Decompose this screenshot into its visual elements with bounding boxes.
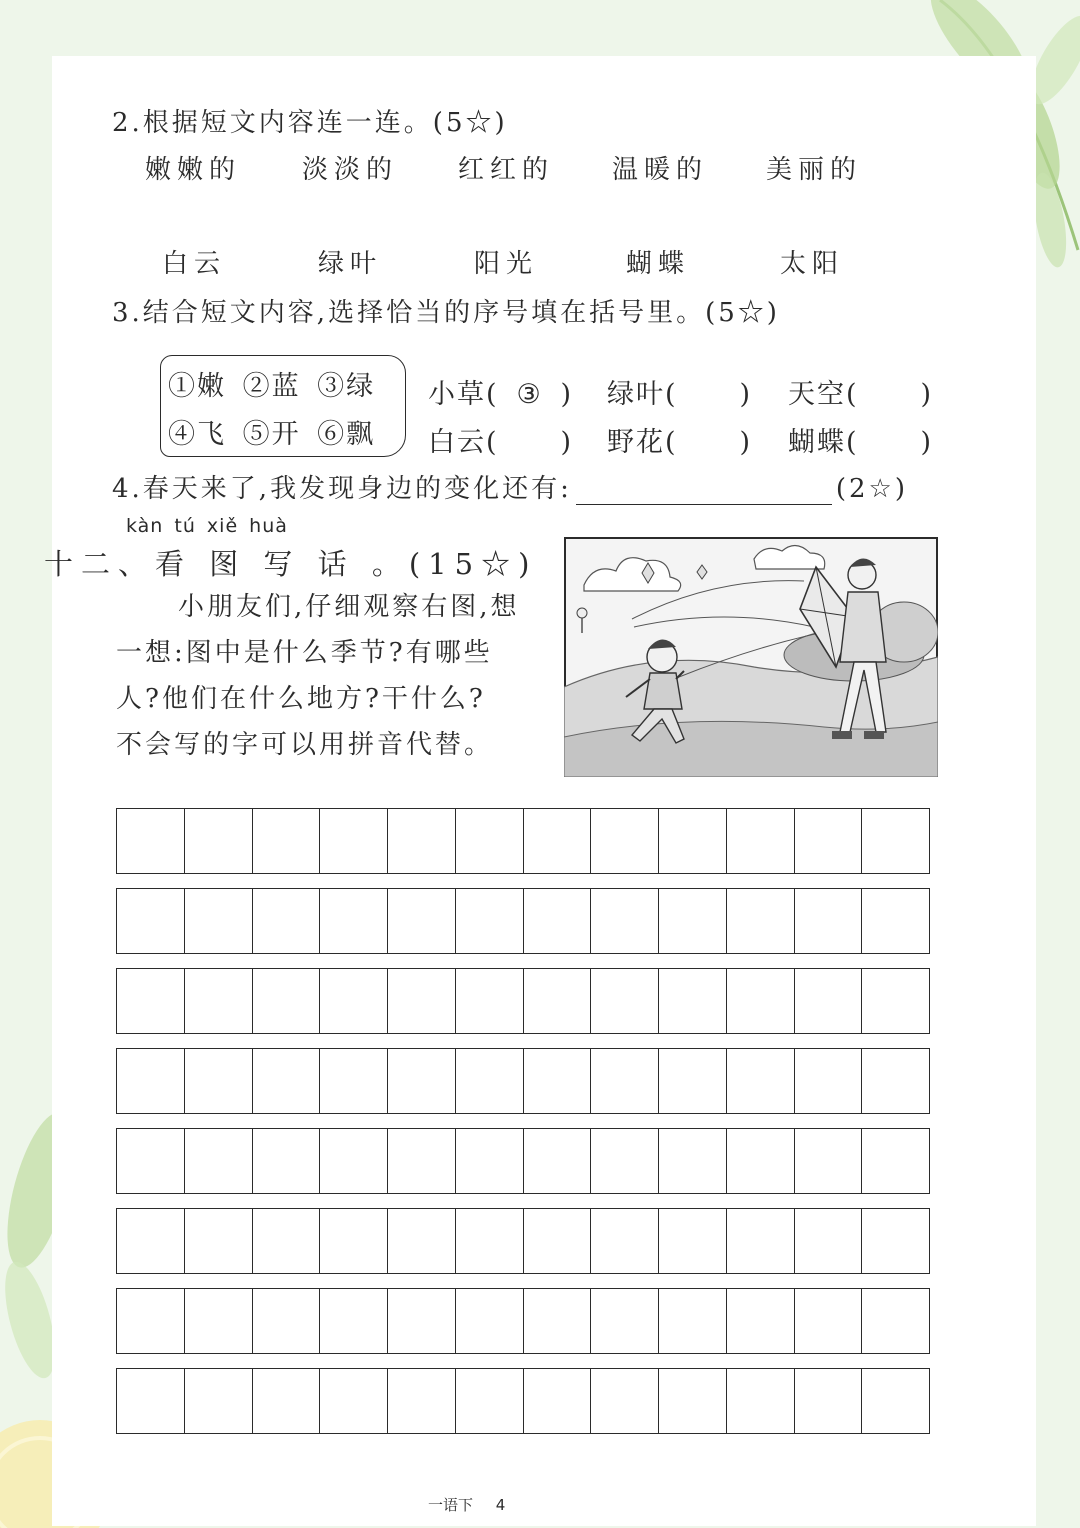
q4-text: 4.春天来了,我发现身边的变化还有:: [112, 474, 572, 504]
fill-item-grass: 小草( ③ ): [428, 379, 574, 410]
q2-bottom-word: 蝴蝶: [626, 249, 691, 279]
q2-top-word: 温暖的: [612, 155, 709, 185]
q3-title: 3.结合短文内容,选择恰当的序号填在括号里。(5☆): [112, 298, 780, 328]
q4-answer-line[interactable]: [576, 478, 832, 505]
writing-grid-row[interactable]: [116, 968, 930, 1034]
writing-grid-row[interactable]: [116, 1048, 930, 1114]
instruction-line: 不会写的字可以用拼音代替。: [116, 730, 494, 760]
q2-title: 2.根据短文内容连一连。(5☆): [112, 108, 508, 138]
instruction-line: 一想:图中是什么季节?有哪些: [116, 638, 493, 668]
footer-book: 一语下: [428, 1496, 474, 1514]
section-title: 十二、看 图 写 话 。(15☆): [44, 547, 538, 581]
answer-blank[interactable]: ③: [516, 379, 543, 410]
options-row-2: ④飞 ⑤开 ⑥飘: [168, 419, 376, 450]
q2-bottom-word: 白云: [162, 249, 227, 279]
q4-line: [112, 468, 908, 505]
q2-bottom-word: 阳光: [474, 249, 539, 279]
writing-grid-row[interactable]: [116, 888, 930, 954]
q2-top-word: 红红的: [458, 155, 555, 185]
instruction-line: 人?他们在什么地方?干什么?: [116, 684, 486, 714]
writing-grid-row[interactable]: [116, 1128, 930, 1194]
q2-bottom-word: 绿叶: [318, 249, 383, 279]
writing-grid-row[interactable]: [116, 808, 930, 874]
footer-page-number: 4: [495, 1496, 506, 1514]
writing-grid-row[interactable]: [116, 1368, 930, 1434]
q2-top-word: 嫩嫩的: [145, 155, 242, 185]
writing-grid-row[interactable]: [116, 1288, 930, 1354]
page-footer: [428, 1494, 505, 1515]
fill-item-butterflies: 蝴蝶( ): [788, 427, 934, 458]
instruction-line: 小朋友们,仔细观察右图,想: [178, 592, 520, 622]
q2-bottom-word: 太阳: [780, 249, 845, 279]
kite-flying-illustration: [564, 537, 938, 777]
q2-top-word: 美丽的: [766, 155, 863, 185]
section-pinyin: kàn tú xiě huà: [126, 515, 288, 537]
fill-item-wildflowers: 野花( ): [607, 427, 753, 458]
fill-item-clouds: 白云( ): [428, 427, 574, 458]
options-row-1: ①嫩 ②蓝 ③绿: [168, 371, 376, 402]
fill-item-leaves: 绿叶( ): [607, 379, 753, 410]
writing-grid-row[interactable]: [116, 1208, 930, 1274]
q4-score: (2☆): [835, 474, 908, 504]
q2-top-word: 淡淡的: [302, 155, 399, 185]
fill-item-sky: 天空( ): [788, 379, 934, 410]
